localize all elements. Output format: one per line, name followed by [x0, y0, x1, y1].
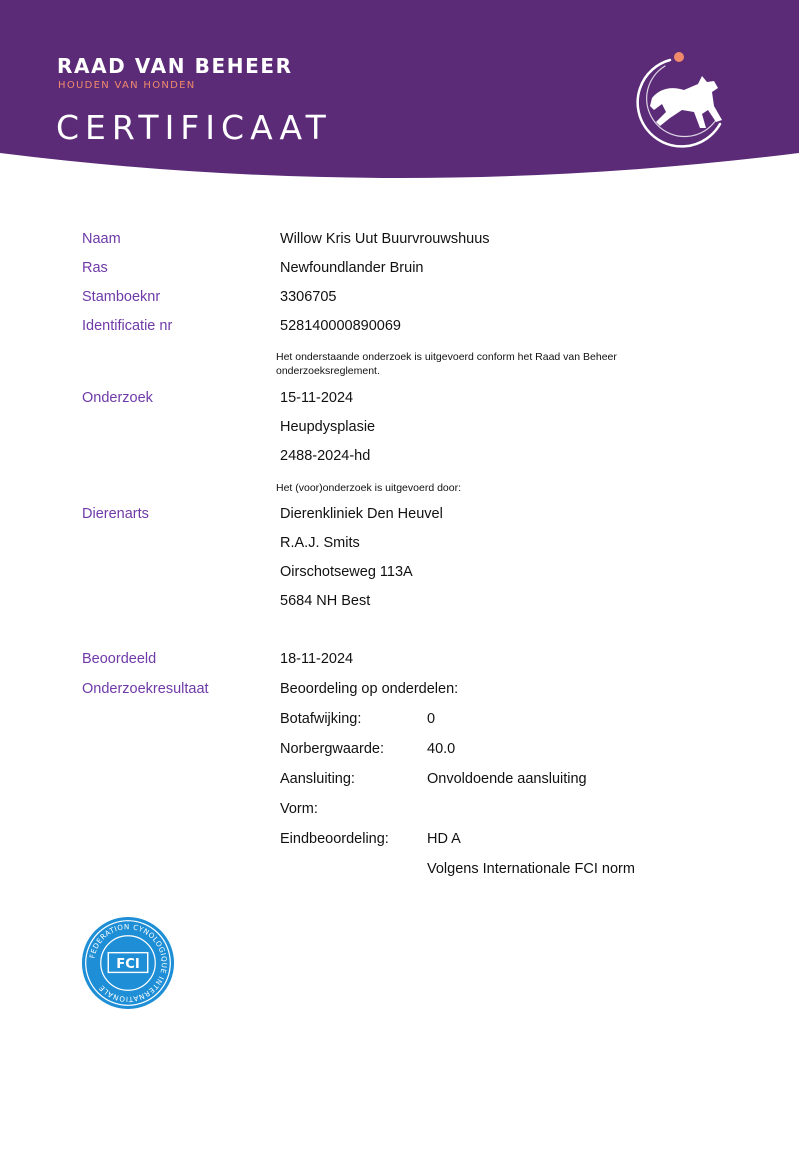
seal-center-text: FCI: [116, 957, 140, 973]
seal-ring-text: FEDERATION CYNOLOGIQUE INTERNATIONALE: [87, 922, 169, 1004]
value-vet-city: 5684 NH Best: [280, 593, 371, 609]
value-exam-date: 15-11-2024: [280, 390, 354, 406]
result-key-vorm: Vorm:: [280, 801, 318, 817]
result-value-aansluiting: Onvoldoende aansluiting: [427, 771, 587, 787]
org-name: RAAD VAN BEHEER: [57, 54, 293, 78]
exam-note: Het onderstaande onderzoek is uitgevoerd conform het Raad van Beheer onderzoeksreglement.: [276, 351, 617, 377]
document-title: CERTIFICAAT: [56, 108, 332, 147]
certificate-header: [0, 0, 799, 190]
org-tagline: HOUDEN VAN HONDEN: [58, 80, 196, 91]
result-intro: Beoordeling op onderdelen:: [280, 681, 459, 697]
result-value-botafwijking: 0: [427, 711, 436, 727]
value-judged-date: 18-11-2024: [280, 651, 354, 667]
value-exam-type: Heupdysplasie: [280, 419, 376, 435]
label-dierenarts: Dierenarts: [82, 506, 149, 522]
result-value-eindbeoordeling: HD A: [427, 831, 461, 847]
result-value-norbergwaarde: 40.0: [427, 741, 456, 757]
result-norm: Volgens Internationale FCI norm: [427, 861, 635, 877]
result-key-botafwijking: Botafwijking:: [280, 711, 362, 727]
value-naam: Willow Kris Uut Buurvrouwshuus: [280, 231, 490, 247]
value-ras: Newfoundlander Bruin: [280, 260, 424, 276]
label-onderzoek: Onderzoek: [82, 390, 153, 406]
result-key-eindbeoordeling: Eindbeoordeling:: [280, 831, 389, 847]
label-ras: Ras: [82, 260, 108, 276]
dog-jumping-logo-icon: [632, 48, 732, 148]
vet-note: Het (voor)onderzoek is uitgevoerd door:: [276, 482, 462, 494]
value-stamboeknr: 3306705: [280, 289, 337, 305]
value-vet-name: R.A.J. Smits: [280, 535, 360, 551]
value-vet-street: Oirschotseweg 113A: [280, 564, 413, 580]
result-key-aansluiting: Aansluiting:: [280, 771, 355, 787]
label-stamboeknr: Stamboeknr: [82, 289, 161, 305]
label-onderzoekresultaat: Onderzoekresultaat: [82, 681, 209, 697]
value-identificatie: 528140000890069: [280, 318, 401, 334]
value-vet-clinic: Dierenkliniek Den Heuvel: [280, 506, 443, 522]
label-beoordeeld: Beoordeeld: [82, 651, 157, 667]
label-identificatie: Identificatie nr: [82, 318, 173, 334]
value-exam-reference: 2488-2024-hd: [280, 448, 371, 464]
label-naam: Naam: [82, 231, 121, 247]
fci-seal-icon: [81, 916, 175, 1010]
result-key-norbergwaarde: Norbergwaarde:: [280, 741, 384, 757]
